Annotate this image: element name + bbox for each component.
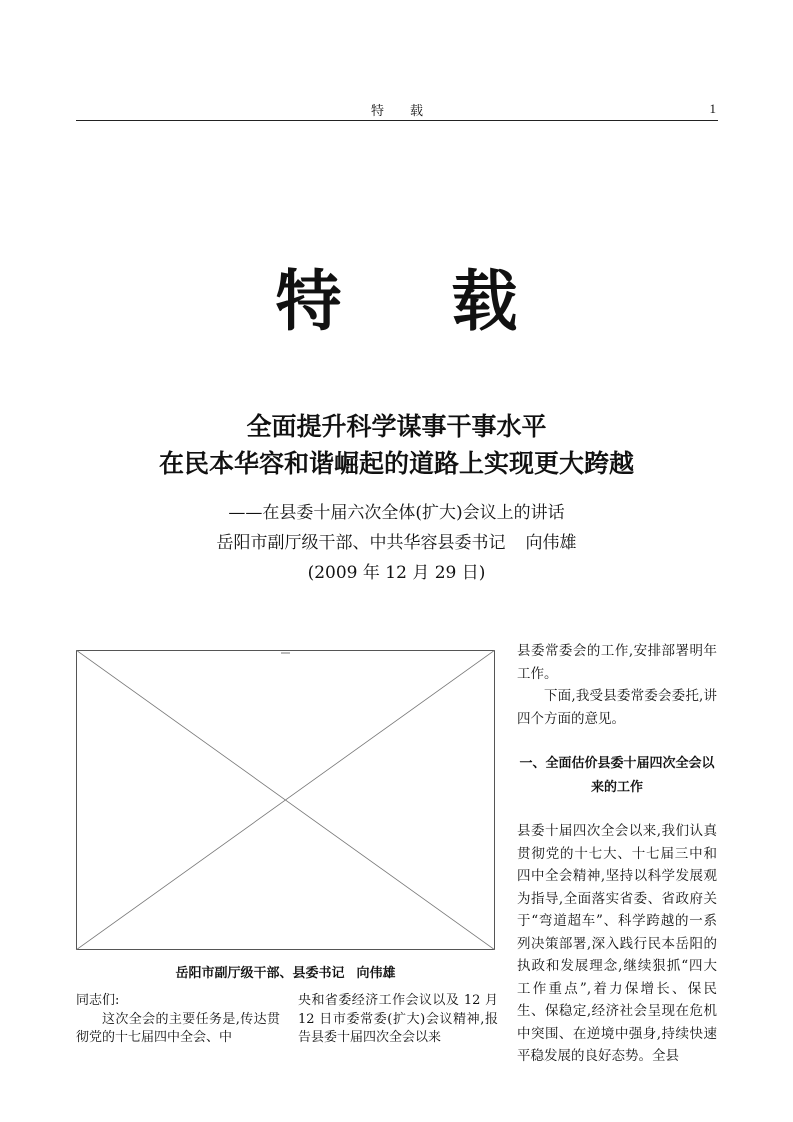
- page-number: 1: [709, 101, 716, 116]
- article-title-line1: 全面提升科学谋事干事水平: [246, 412, 547, 441]
- photo-caption: [76, 962, 495, 981]
- body-column-a: [76, 992, 280, 1048]
- body-paragraph: 县委常委会的工作,安排部署明年工作。: [517, 643, 717, 682]
- article-title: [0, 408, 793, 482]
- body-paragraph: 央和省委经济工作会议以及 12 月 12 日市委常委(扩大)会议精神,报告县委十届四次全会以来: [298, 993, 498, 1045]
- article-subtitle-block: [0, 498, 793, 588]
- section-title: [0, 248, 793, 343]
- running-header-title: 特载: [370, 104, 449, 119]
- photo-caption-role: 岳阳市副厅级干部、县委书记: [175, 966, 345, 981]
- photo-caption-name: 向伟雄: [356, 966, 396, 981]
- speech-date: (2009 年 12 月 29 日): [307, 563, 486, 583]
- salutation: 同志们:: [76, 993, 120, 1008]
- body-column-right: [517, 640, 717, 1068]
- section-title-left: 特: [275, 263, 342, 340]
- running-header: [76, 98, 718, 121]
- body-column-b: [298, 992, 498, 1048]
- section-heading: 一、全面估价县委十届四次全会以来的工作: [519, 756, 715, 795]
- article-title-line2: 在民本华容和谐崛起的道路上实现更大跨越: [158, 449, 634, 478]
- body-paragraph: 县委十届四次全会以来,我们认真贯彻党的十七大、十七届三中和四中全会精神,坚持以科学发展观为指导,全面落实省委、省政府关于“弯道超车”、科学跨越的一系列决策部署,深入践行民本岳阳的执政和发展理念,继续狠抓“四大工作重点”,着力保增长、保民生、保稳定,经济社会呈现在危机中突围、在逆境中强身,持续快速平稳发展的良好态势。全县: [517, 823, 717, 1064]
- section-title-right: 载: [451, 263, 518, 340]
- body-paragraph: 下面,我受县委常委会委托,讲四个方面的意见。: [517, 688, 717, 727]
- author-role: 岳阳市副厅级干部、中共华容县委书记: [216, 533, 506, 553]
- author-line: [0, 528, 793, 558]
- article-subtitle: ——在县委十届六次全体(扩大)会议上的讲话: [228, 503, 565, 523]
- author-photo-placeholder: [76, 650, 495, 950]
- body-paragraph: 这次全会的主要任务是,传达贯彻党的十七届四中全会、中: [76, 1011, 280, 1045]
- author-name: 向伟雄: [525, 533, 577, 553]
